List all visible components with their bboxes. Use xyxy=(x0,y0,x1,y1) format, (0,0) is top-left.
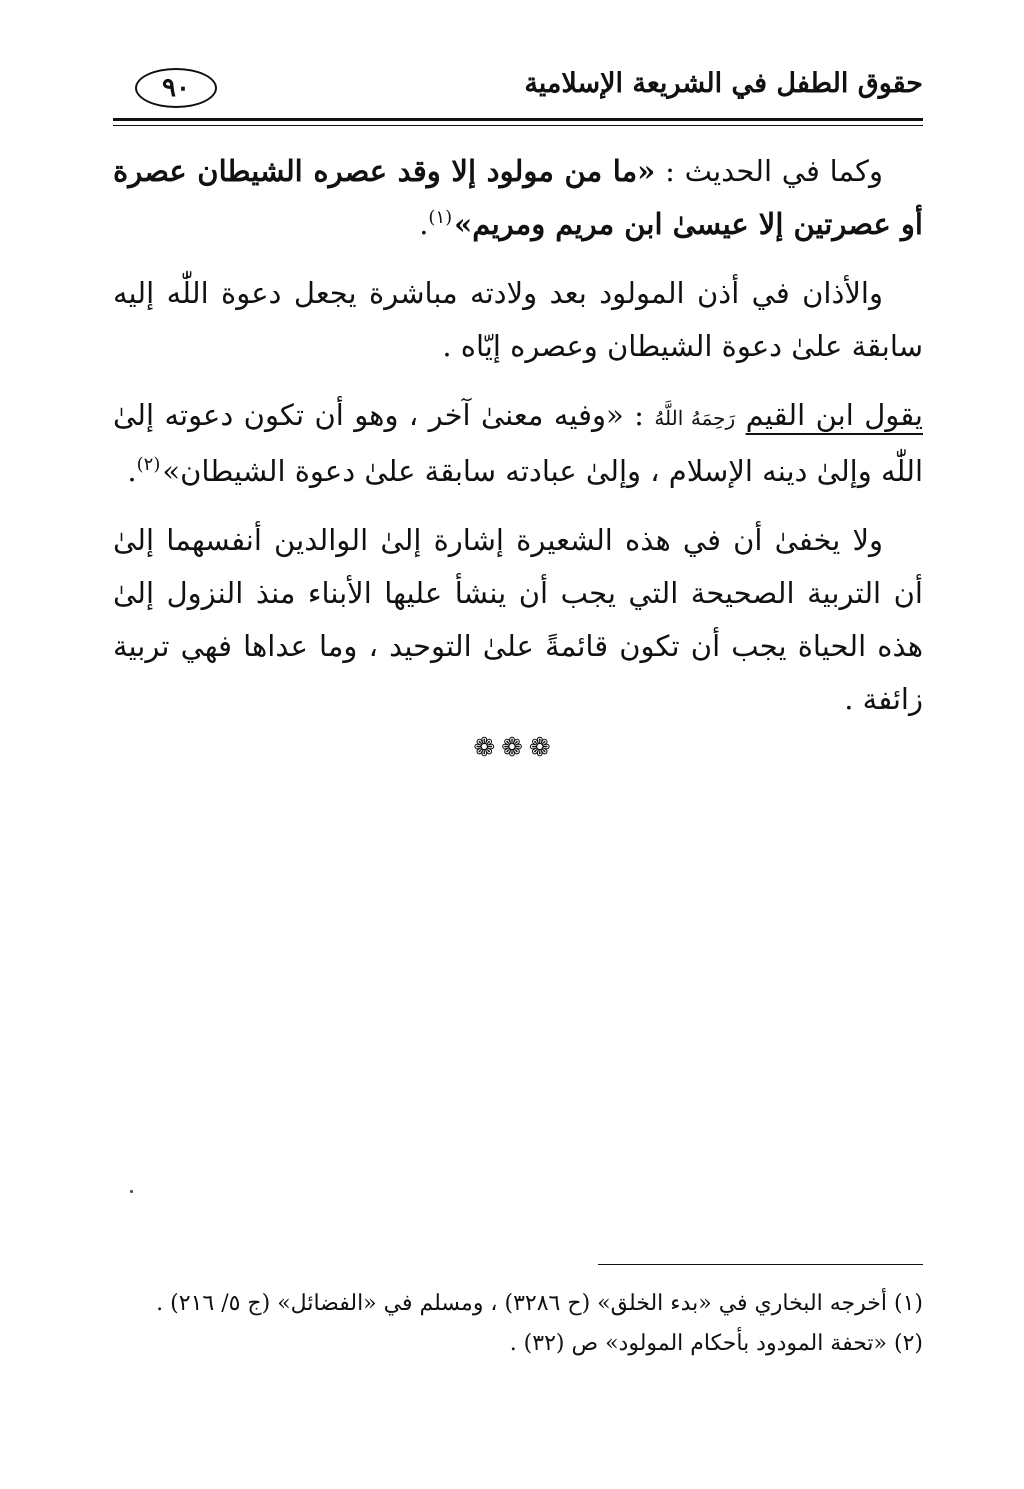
footnote-mark-1[interactable]: (١) xyxy=(428,207,453,229)
hadith-quote: «ما من مولود إلا وقد عصره الشيطان عصرة أو عصرتين إلا عيسىٰ ابن مريم ومريم» xyxy=(113,154,923,241)
header-rule-thin xyxy=(113,125,923,126)
paragraph-adhan: والأذان في أذن المولود بعد ولادته مباشرة يجعل دعوة اللّٰه إليه سابقة علىٰ دعوة الشيطان وعصره إيّاه . xyxy=(113,276,923,363)
scan-speck xyxy=(130,1190,133,1193)
ibn-qayyim-quote: : «وفيه معنىٰ آخر ، وهو أن تكون دعوته إلىٰ اللّٰه وإلىٰ دينه الإسلام ، وإلىٰ عبادته سابقة علىٰ دعوة الشيطان» xyxy=(113,398,923,488)
footnote-2: (٢) «تحفة المودود بأحكام المولود» ص (٣٢) . xyxy=(509,1331,923,1356)
ibn-qayyim-end: . xyxy=(127,454,137,488)
paragraph-hadith xyxy=(113,145,923,251)
paragraph-conclusion: ولا يخفىٰ أن في هذه الشعيرة إشارة إلىٰ الوالدين أنفسهما إلىٰ أن التربية الصحيحة التي يجب أن ينشأ عليها الأبناء منذ النزول إلىٰ هذه الحياة يجب أن تكون قائمةً علىٰ التوحيد ، وما عداها فهي تربية زائفة . xyxy=(113,523,923,716)
page-header xyxy=(113,62,923,130)
footnote-1: (١) أخرجه البخاري في «بدء الخلق» (ح ٣٢٨٦) ، ومسلم في «الفضائل» (ج ٥/ ٢١٦) . xyxy=(156,1291,923,1316)
running-title: حقوق الطفل في الشريعة الإسلامية xyxy=(524,68,923,99)
page-number: ٩٠ xyxy=(135,68,217,108)
body-text xyxy=(113,145,923,742)
footnote-separator xyxy=(598,1264,923,1265)
honorific-glyph: رَحِمَهُ اللَّهُ xyxy=(654,406,736,430)
footnotes xyxy=(113,1284,923,1364)
footnote-mark-2[interactable]: (٢) xyxy=(136,454,161,476)
section-ornament: ❁❁❁ xyxy=(473,733,557,763)
hadith-end: . xyxy=(419,207,429,241)
ibn-qayyim-speaker: يقول ابن القيم xyxy=(745,398,923,432)
hadith-intro: وكما في الحديث : xyxy=(655,154,883,188)
paragraph-ibn-qayyim xyxy=(113,389,923,498)
header-rule-thick xyxy=(113,118,923,121)
